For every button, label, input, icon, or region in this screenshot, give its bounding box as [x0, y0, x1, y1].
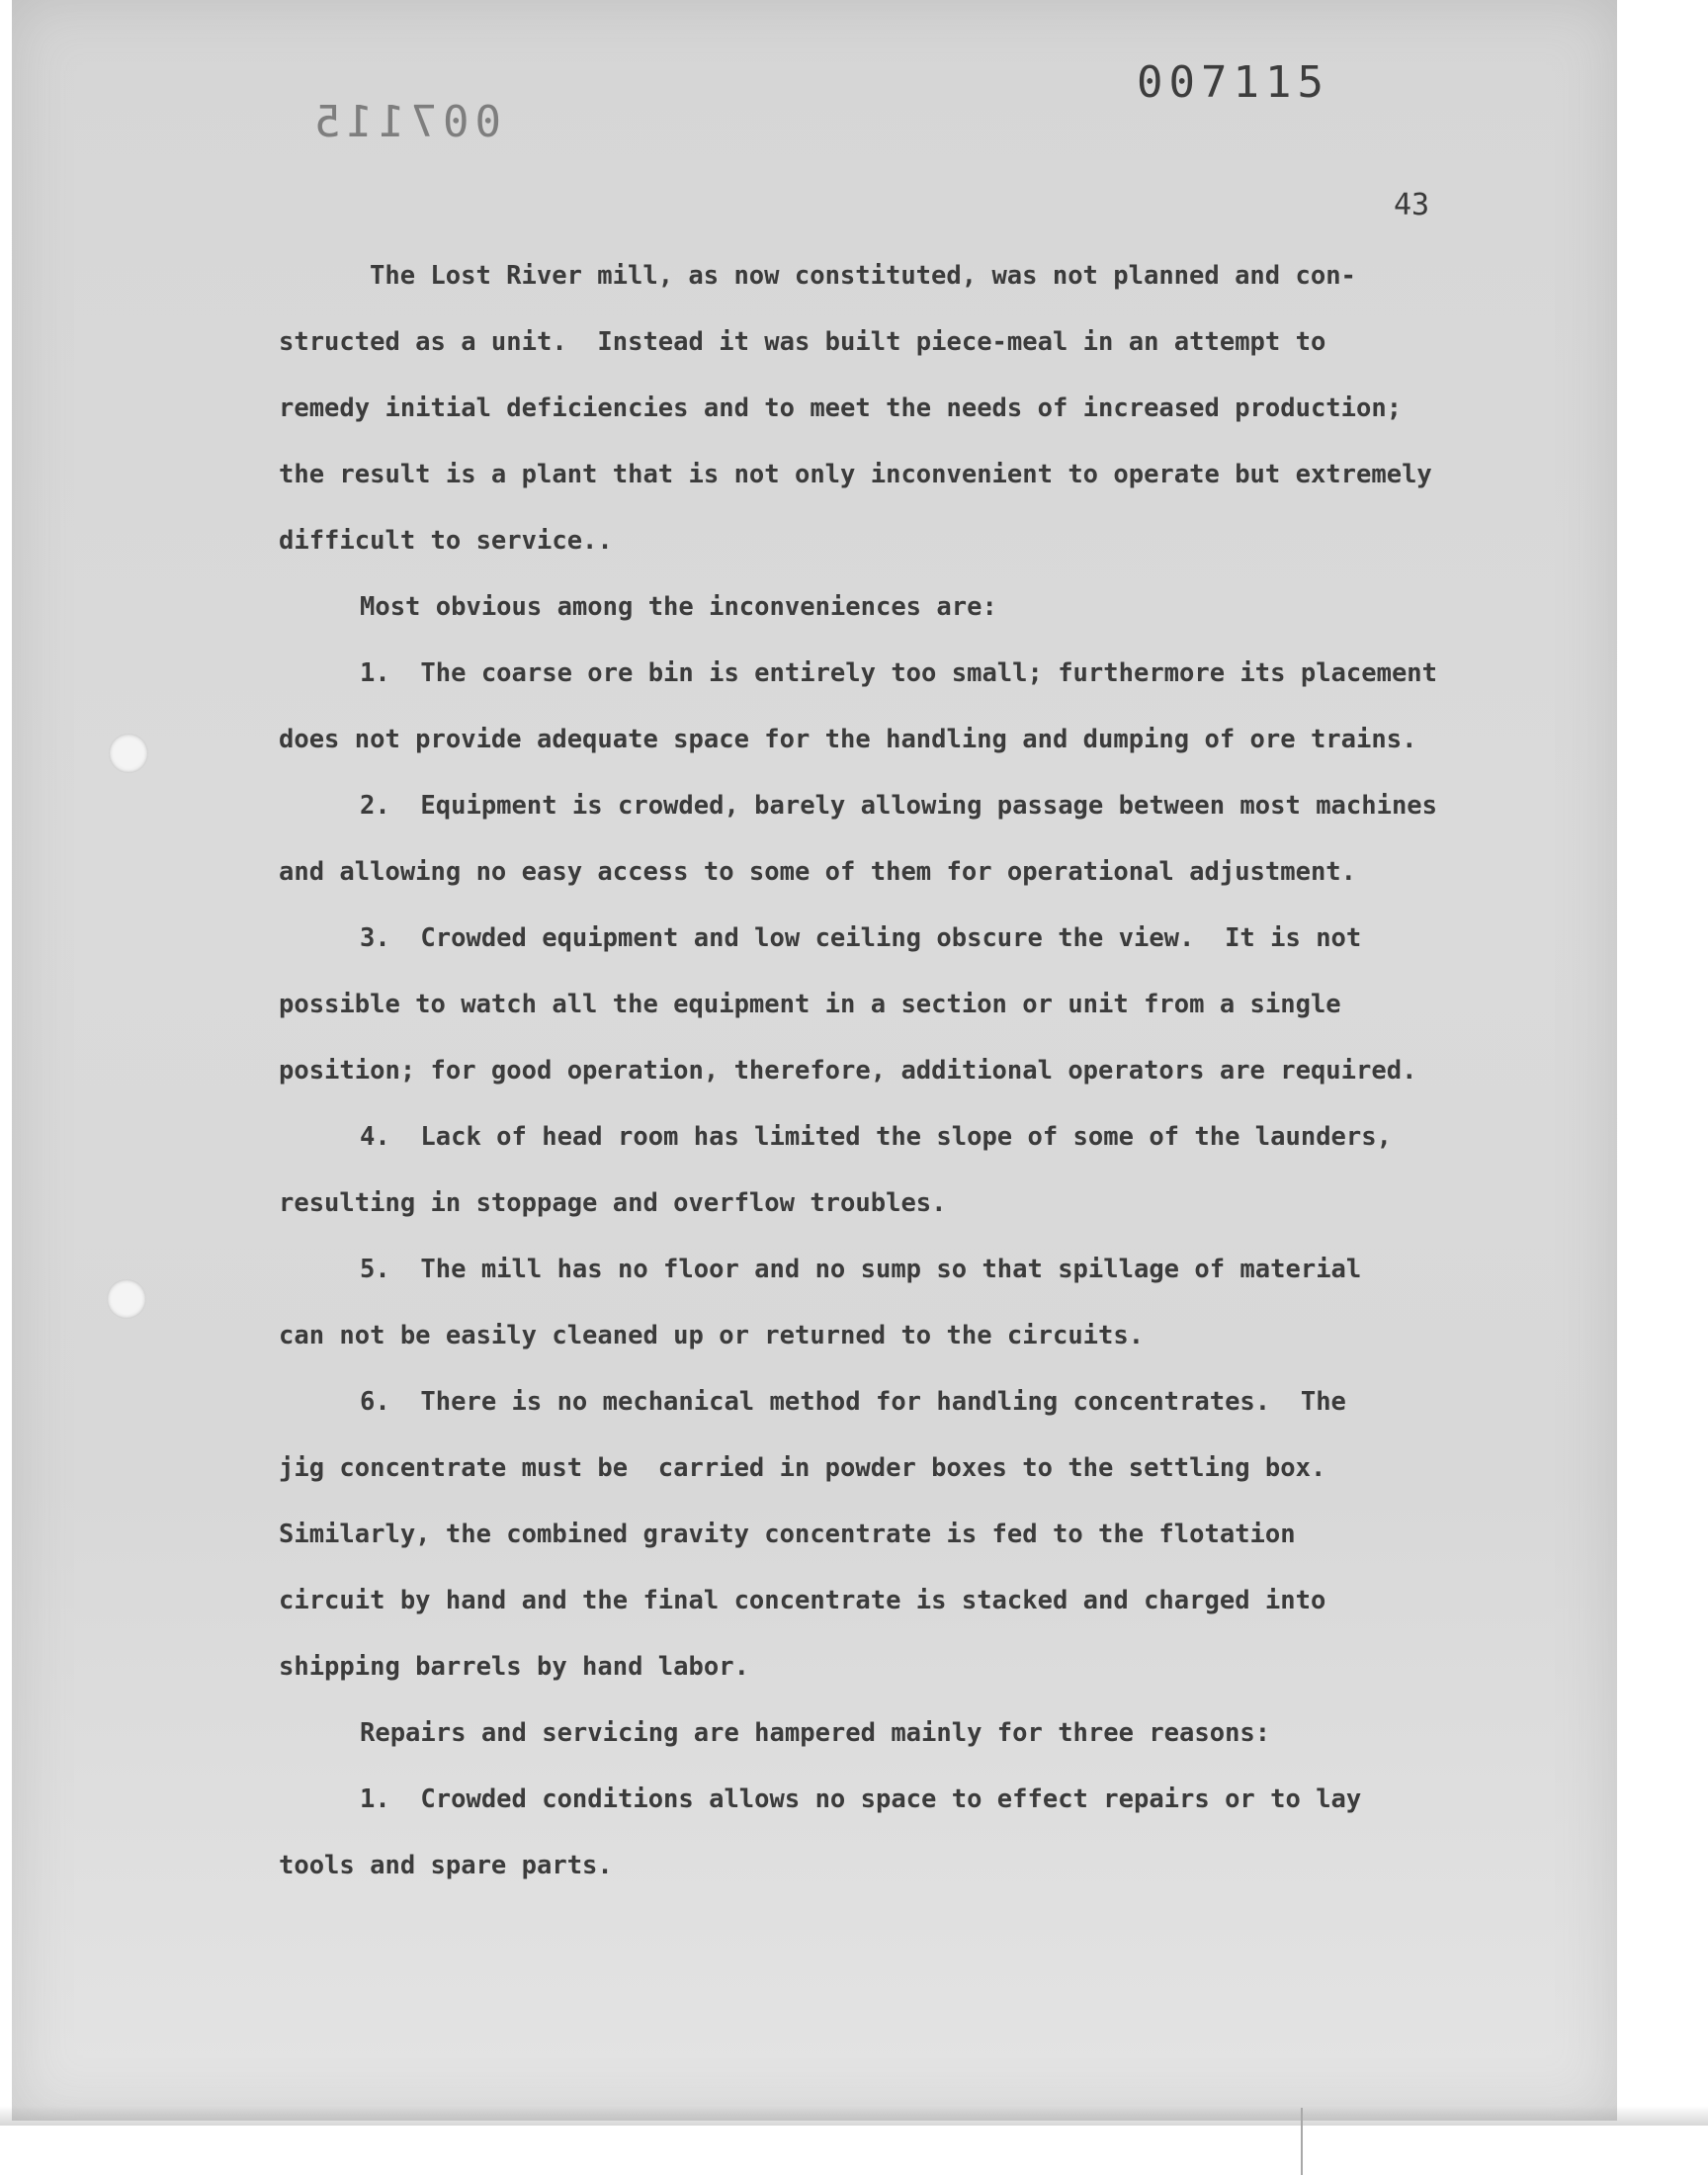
list-item-line: 4. Lack of head room has limited the slope of some of the launders,	[360, 1122, 1392, 1152]
list-item-line: 6. There is no mechanical method for handling concentrates. The	[360, 1387, 1346, 1417]
text-line: remedy initial deficiencies and to meet the needs of increased production;	[279, 393, 1403, 423]
list-item-line: 3. Crowded equipment and low ceiling obscure the view. It is not	[360, 923, 1362, 953]
text-line: tools and spare parts.	[279, 1851, 613, 1880]
text-line: does not provide adequate space for the handling and dumping of ore trains.	[279, 725, 1417, 754]
body-text	[279, 243, 1564, 1899]
text-line: the result is a plant that is not only inconvenient to operate but extremely	[279, 460, 1432, 489]
text-line: difficult to service..	[279, 526, 613, 556]
text-line: Most obvious among the inconveniences are:	[360, 592, 997, 622]
text-line: can not be easily cleaned up or returned to the circuits.	[279, 1321, 1145, 1350]
list-item-line: 1. Crowded conditions allows no space to effect repairs or to lay	[360, 1784, 1362, 1814]
text-line: and allowing no easy access to some of them for operational adjustment.	[279, 857, 1357, 887]
list-item-line: 1. The coarse ore bin is entirely too small; furthermore its placement	[360, 658, 1438, 688]
text-line: Repairs and servicing are hampered mainly for three reasons:	[360, 1718, 1271, 1748]
text-line: jig concentrate must be carried in powder boxes to the settling box.	[279, 1453, 1326, 1483]
list-item-line: 2. Equipment is crowded, barely allowing passage between most machines	[360, 791, 1438, 821]
punch-hole-lower	[107, 1279, 146, 1319]
scan-edge-line	[1301, 2108, 1303, 2175]
text-line: possible to watch all the equipment in a section or unit from a single	[279, 990, 1341, 1019]
page-edge-shadow	[0, 2106, 1708, 2126]
text-line: The Lost River mill, as now constituted, was not planned and con-	[370, 261, 1356, 291]
text-line: shipping barrels by hand labor.	[279, 1652, 749, 1682]
document-number-stamp-mirrored: 007115	[308, 97, 501, 147]
list-item-line: 5. The mill has no floor and no sump so that spillage of material	[360, 1255, 1362, 1284]
punch-hole-upper	[109, 734, 148, 773]
text-line: structed as a unit. Instead it was built piece-meal in an attempt to	[279, 327, 1326, 357]
page-number: 43	[1394, 188, 1430, 222]
text-line: circuit by hand and the final concentrate is stacked and charged into	[279, 1586, 1326, 1615]
text-line: resulting in stoppage and overflow troubles.	[279, 1188, 947, 1218]
document-number-stamp: 007115	[1137, 57, 1329, 108]
text-line: position; for good operation, therefore, additional operators are required.	[279, 1056, 1417, 1086]
text-line: Similarly, the combined gravity concentrate is fed to the flotation	[279, 1520, 1296, 1549]
